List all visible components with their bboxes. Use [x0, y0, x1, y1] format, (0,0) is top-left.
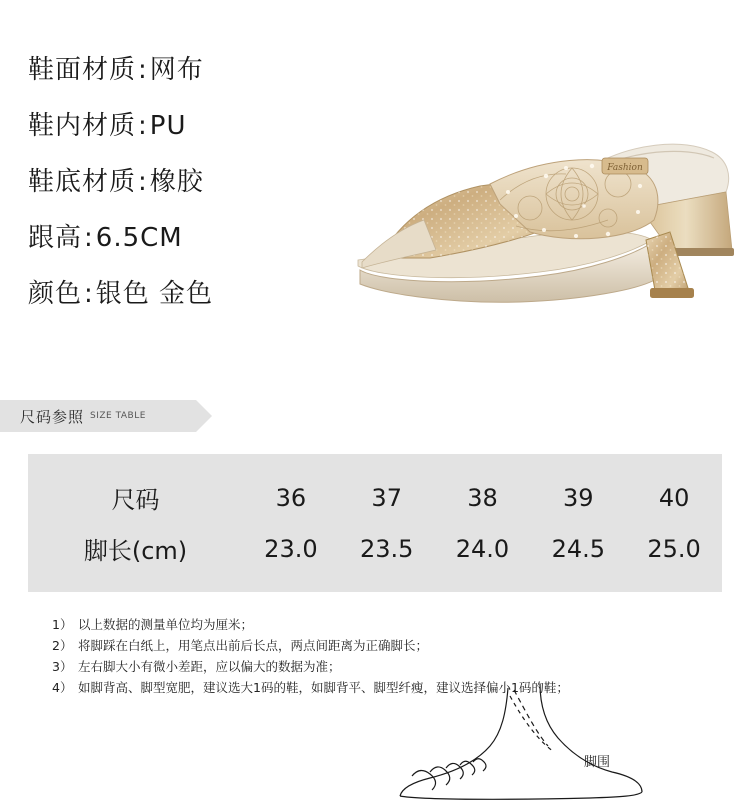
spec-value: 橡胶 [149, 167, 204, 197]
size-cell: 40 [658, 483, 690, 512]
note-number: 3） [52, 659, 73, 674]
spec-value: PU [149, 111, 187, 141]
size-cell: 37 [371, 483, 402, 512]
spec-row [28, 154, 358, 210]
note-number: 4） [52, 680, 73, 695]
note-item [52, 614, 750, 635]
spec-list [28, 42, 358, 322]
footlength-cell: 24.5 [551, 534, 605, 563]
brand-text: Fashion [607, 163, 643, 173]
spec-value: 银色 金色 [95, 279, 214, 309]
spec-separator: : [138, 55, 148, 85]
spec-row [28, 210, 358, 266]
size-cell: 39 [563, 483, 594, 512]
product-spec-section [0, 0, 750, 380]
size-table-header [0, 400, 750, 446]
spec-row [28, 266, 358, 322]
size-cell: 38 [467, 483, 498, 512]
spec-separator: : [138, 167, 148, 197]
spec-label: 鞋底材质 [28, 167, 137, 197]
footlength-cell: 24.0 [455, 534, 510, 563]
footlength-cell: 23.5 [359, 534, 414, 563]
spec-separator: : [138, 111, 148, 141]
table-row [28, 472, 722, 523]
note-number: 1） [52, 617, 73, 632]
spec-label: 跟高 [28, 223, 83, 253]
spec-row [28, 98, 358, 154]
footlength-cell: 23.0 [264, 534, 318, 563]
footlength-row-label: 脚长(cm) [83, 537, 188, 565]
size-banner [0, 400, 196, 432]
note-item [52, 656, 750, 677]
size-cell: 36 [275, 483, 307, 512]
size-banner-title-cn: 尺码参照 [20, 407, 85, 426]
spec-separator: : [84, 223, 94, 253]
foot-girth-label: 脚围 [583, 755, 610, 770]
note-text: 如脚背高、脚型宽肥，建议选大1码的鞋，如脚背平、脚型纤瘦，建议选择偏小1码的鞋； [78, 680, 569, 695]
note-item [52, 635, 750, 656]
spec-separator: : [84, 279, 94, 309]
footlength-cell: 25.0 [647, 534, 701, 563]
note-text: 左右脚大小有微小差距，应以偏大的数据为准； [78, 659, 341, 674]
spec-label: 鞋内材质 [28, 111, 137, 141]
spec-label: 颜色 [28, 279, 83, 309]
size-row-label: 尺码 [111, 486, 160, 514]
note-text: 以上数据的测量单位均为厘米； [78, 617, 254, 632]
spec-row [28, 42, 358, 98]
size-banner-title-en: SIZE TABLE [90, 411, 146, 421]
size-table-container [28, 454, 722, 592]
foot-measure-diagram [390, 680, 650, 800]
table-row [28, 523, 722, 574]
spec-value: 网布 [149, 55, 204, 85]
spec-label: 鞋面材质 [28, 55, 137, 85]
size-table [28, 472, 722, 574]
note-number: 2） [52, 638, 73, 653]
spec-value: 6.5CM [95, 223, 183, 253]
note-text: 将脚踩在白纸上，用笔点出前后长点，两点间距离为正确脚长； [78, 638, 429, 653]
product-photo-sandal [340, 100, 740, 320]
